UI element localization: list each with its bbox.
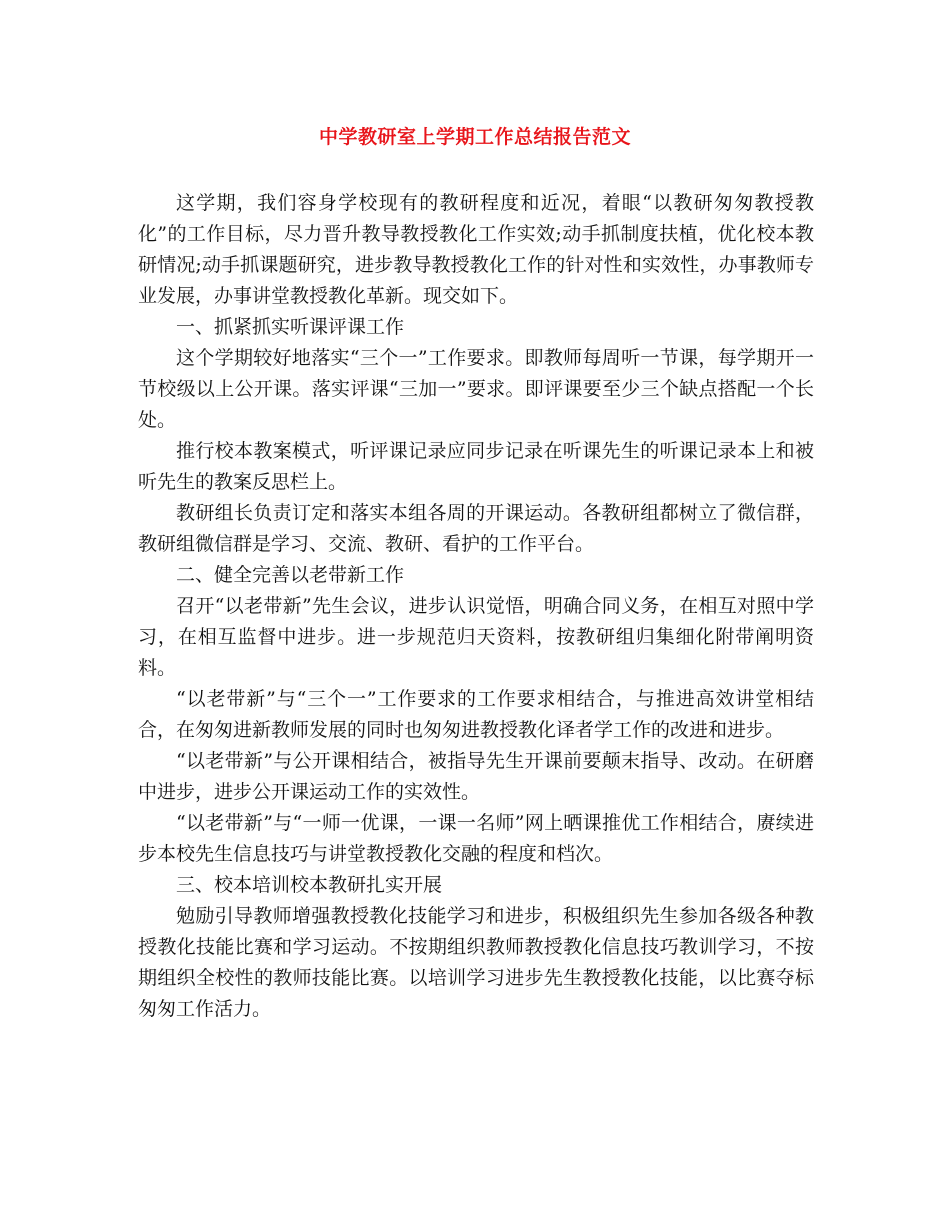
section-heading-1: 一、抓紧抓实听课评课工作 bbox=[176, 316, 405, 338]
section-heading-2: 二、健全完善以老带新工作 bbox=[176, 564, 405, 586]
paragraph: “以老带新”与“三个一”工作要求的工作要求相结合，与推进高效讲堂相结合，在匆匆进新教师发展的同时也匆匆进教授教化译者学工作的改进和进步。 bbox=[138, 688, 814, 741]
section-heading-3: 三、校本培训校本教研扎实开展 bbox=[176, 874, 443, 896]
document-title: 中学教研室上学期工作总结报告范文 bbox=[318, 126, 631, 148]
paragraph: “以老带新”与“一师一优课，一课一名师”网上晒课推优工作相结合，赓续进步本校先生信息技巧与讲堂教授教化交融的程度和档次。 bbox=[138, 812, 814, 865]
paragraph-intro: 这学期，我们容身学校现有的教研程度和近况，着眼“以教研匆匆教授教化”的工作目标，尽力晋升教导教授教化工作实效;动手抓制度扶植，优化校本教研情况;动手抓课题研究，进步教导教授教化工作的针对性和实效性，办事教师专业发展，办事讲堂教授教化革新。现交如下。 bbox=[138, 192, 814, 307]
paragraph: 这个学期较好地落实“三个一”工作要求。即教师每周听一节课，每学期开一节校级以上公开课。落实评课“三加一”要求。即评课要至少三个缺点搭配一个长处。 bbox=[138, 347, 814, 431]
paragraph: “以老带新”与公开课相结合，被指导先生开课前要颠末指导、改动。在研磨中进步，进步公开课运动工作的实效性。 bbox=[138, 750, 814, 803]
paragraph: 召开“以老带新”先生会议，进步认识觉悟，明确合同义务，在相互对照中学习，在相互监督中进步。进一步规范归天资料，按教研组归集细化附带阐明资料。 bbox=[138, 595, 814, 679]
paragraph: 教研组长负责订定和落实本组各周的开课运动。各教研组都树立了微信群，教研组微信群是学习、交流、教研、看护的工作平台。 bbox=[138, 502, 814, 555]
paragraph: 勉励引导教师增强教授教化技能学习和进步，积极组织先生参加各级各种教授教化技能比赛和学习运动。不按期组织教师教授教化信息技巧教训学习，不按期组织全校性的教师技能比赛。以培训学习进步先生教授教化技能，以比赛夺标匆匆工作活力。 bbox=[138, 905, 814, 1020]
document-body bbox=[138, 188, 814, 1025]
paragraph: 推行校本教案模式，听评课记录应同步记录在听课先生的听课记录本上和被听先生的教案反思栏上。 bbox=[138, 440, 814, 493]
